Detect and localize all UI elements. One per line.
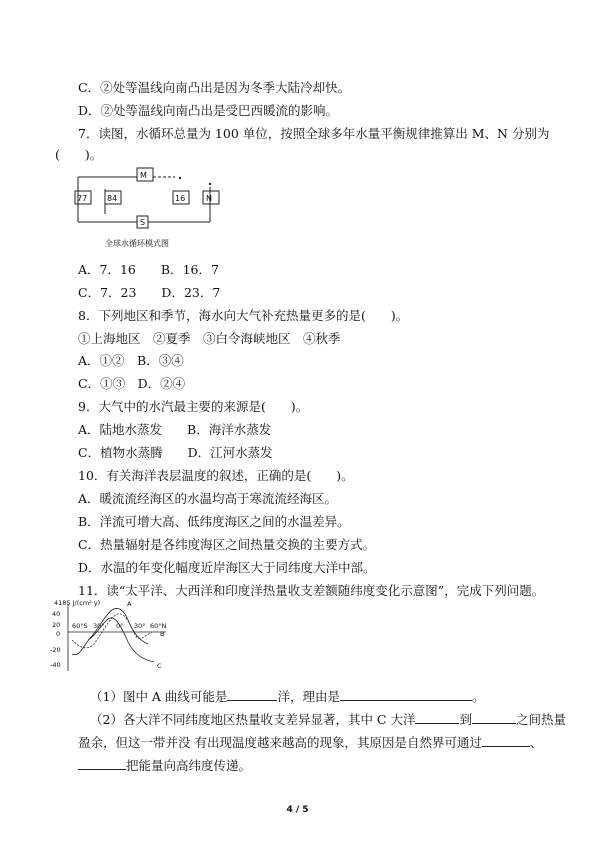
x-tick-label: 0° (116, 622, 124, 630)
answer-blank-lat-end[interactable] (472, 711, 516, 724)
q11-2-text-e: 、 (529, 735, 543, 750)
q7-stem-cont: ( )。 (55, 147, 103, 162)
q8-choices: ①上海地区 ②夏季 ③白令海峡地区 ④秋季 (78, 331, 341, 346)
y-tick-label: 20 (52, 621, 61, 629)
curve-a (72, 608, 148, 654)
q11-stem: 11．读“太平洋、大西洋和印度洋热量收支差额随纬度变化示意图”，完成下列问题。 (78, 583, 545, 598)
q6-option-d: D．②处等温线向南凸出是受巴西暖流的影响。 (78, 103, 339, 118)
label-left1: 77 (77, 194, 88, 203)
q9-options-ab: A．陆地水蒸发 B．海洋水蒸发 (78, 422, 272, 437)
q11-1-text-c: 。 (471, 689, 485, 704)
q10-stem: 10．有关海洋表层温度的叙述，正确的是( )。 (78, 468, 354, 483)
q11-2-text-b: 到 (459, 712, 472, 727)
q11-part2-line1 (90, 711, 566, 728)
q11-2-text-a: （2）各大洋不同纬度地区热量收支差异显著，其中 C 大洋 (90, 712, 416, 727)
y-tick-label: -40 (50, 661, 61, 669)
label-m: M (140, 171, 147, 180)
q8-options-cd: C．①③ D．②④ (78, 376, 186, 391)
q7-stem: 7．读图，水循环总量为 100 单位，按照全球多年水量平衡规律推算出 M、N 分别为 (78, 126, 550, 141)
q10-option-b: B．洋流可增大高、低纬度海区之间的水温差异。 (78, 514, 350, 529)
dot-mark (209, 183, 211, 185)
q11-2-text-c: 之间热量 (515, 712, 566, 727)
curve-b (72, 614, 152, 648)
label-s: S (140, 218, 146, 227)
y-unit-label: 4185 J/(cm²·y) (54, 599, 101, 607)
water-cycle-diagram (70, 162, 230, 257)
y-tick-label: -20 (50, 646, 61, 654)
x-tick-label: 60°S (72, 622, 88, 630)
dot-mark (179, 177, 181, 179)
answer-blank-lat-start[interactable] (415, 711, 459, 724)
q10-option-c: C．热量辐射是各纬度海区之间热量交换的主要方式。 (78, 537, 376, 552)
curve-label-b: B (160, 630, 165, 638)
answer-blank-method1[interactable] (482, 734, 530, 747)
heat-budget-diagram (48, 596, 188, 680)
x-tick-label: 60°N (150, 622, 167, 630)
answer-blank-ocean[interactable] (227, 688, 277, 701)
label-right1: 16 (175, 194, 186, 203)
q8-options-ab: A．①② B．③④ (78, 353, 184, 368)
q11-2-text-d: 盈余，但这一带并没 有出现温度越来越高的现象，其原因是自然界可通过 (78, 735, 482, 750)
q6-option-c: C．②处等温线向南凸出是因为冬季大陆冷却快。 (78, 80, 351, 95)
x-tick-label: 30° (134, 622, 146, 630)
q7-options-ab: A．7．16 B．16．7 (78, 262, 219, 277)
y-tick-label: 40 (52, 610, 61, 618)
y-tick-label: 0 (56, 630, 61, 638)
label-n: N (206, 194, 212, 203)
q9-stem: 9．大气中的水汽最主要的来源是( )。 (78, 399, 309, 414)
q11-2-text-f: 把能量向高纬度传递。 (126, 758, 252, 773)
q7-options-cd: C．7．23 D．23．7 (78, 285, 221, 300)
q11-part2-line2 (78, 734, 543, 751)
curve-label-a: A (127, 600, 132, 608)
fig1-caption: 全球水循环模式图 (105, 239, 169, 248)
label-left2: 84 (107, 194, 118, 203)
q9-options-cd: C．植物水蒸腾 D．江河水蒸发 (78, 445, 273, 460)
q11-1-text-b: 洋，理由是 (277, 689, 340, 704)
q10-option-d: D．水温的年变化幅度近岸海区大于同纬度大洋中部。 (78, 560, 376, 575)
q11-part1 (90, 688, 484, 705)
curve-label-c: C (157, 662, 162, 670)
answer-blank-method2[interactable] (78, 757, 126, 770)
q11-part2-line3 (78, 757, 251, 774)
q10-option-a: A．暖流流经海区的水温均高于寒流流经海区。 (78, 491, 338, 506)
q8-stem: 8．下列地区和季节，海水向大气补充热量更多的是( )。 (78, 308, 409, 323)
answer-blank-reason[interactable] (340, 688, 472, 701)
page-number: 4 / 5 (286, 805, 309, 815)
q11-1-text-a: （1）图中 A 曲线可能是 (90, 689, 228, 704)
x-tick-label: 30° (93, 622, 105, 630)
